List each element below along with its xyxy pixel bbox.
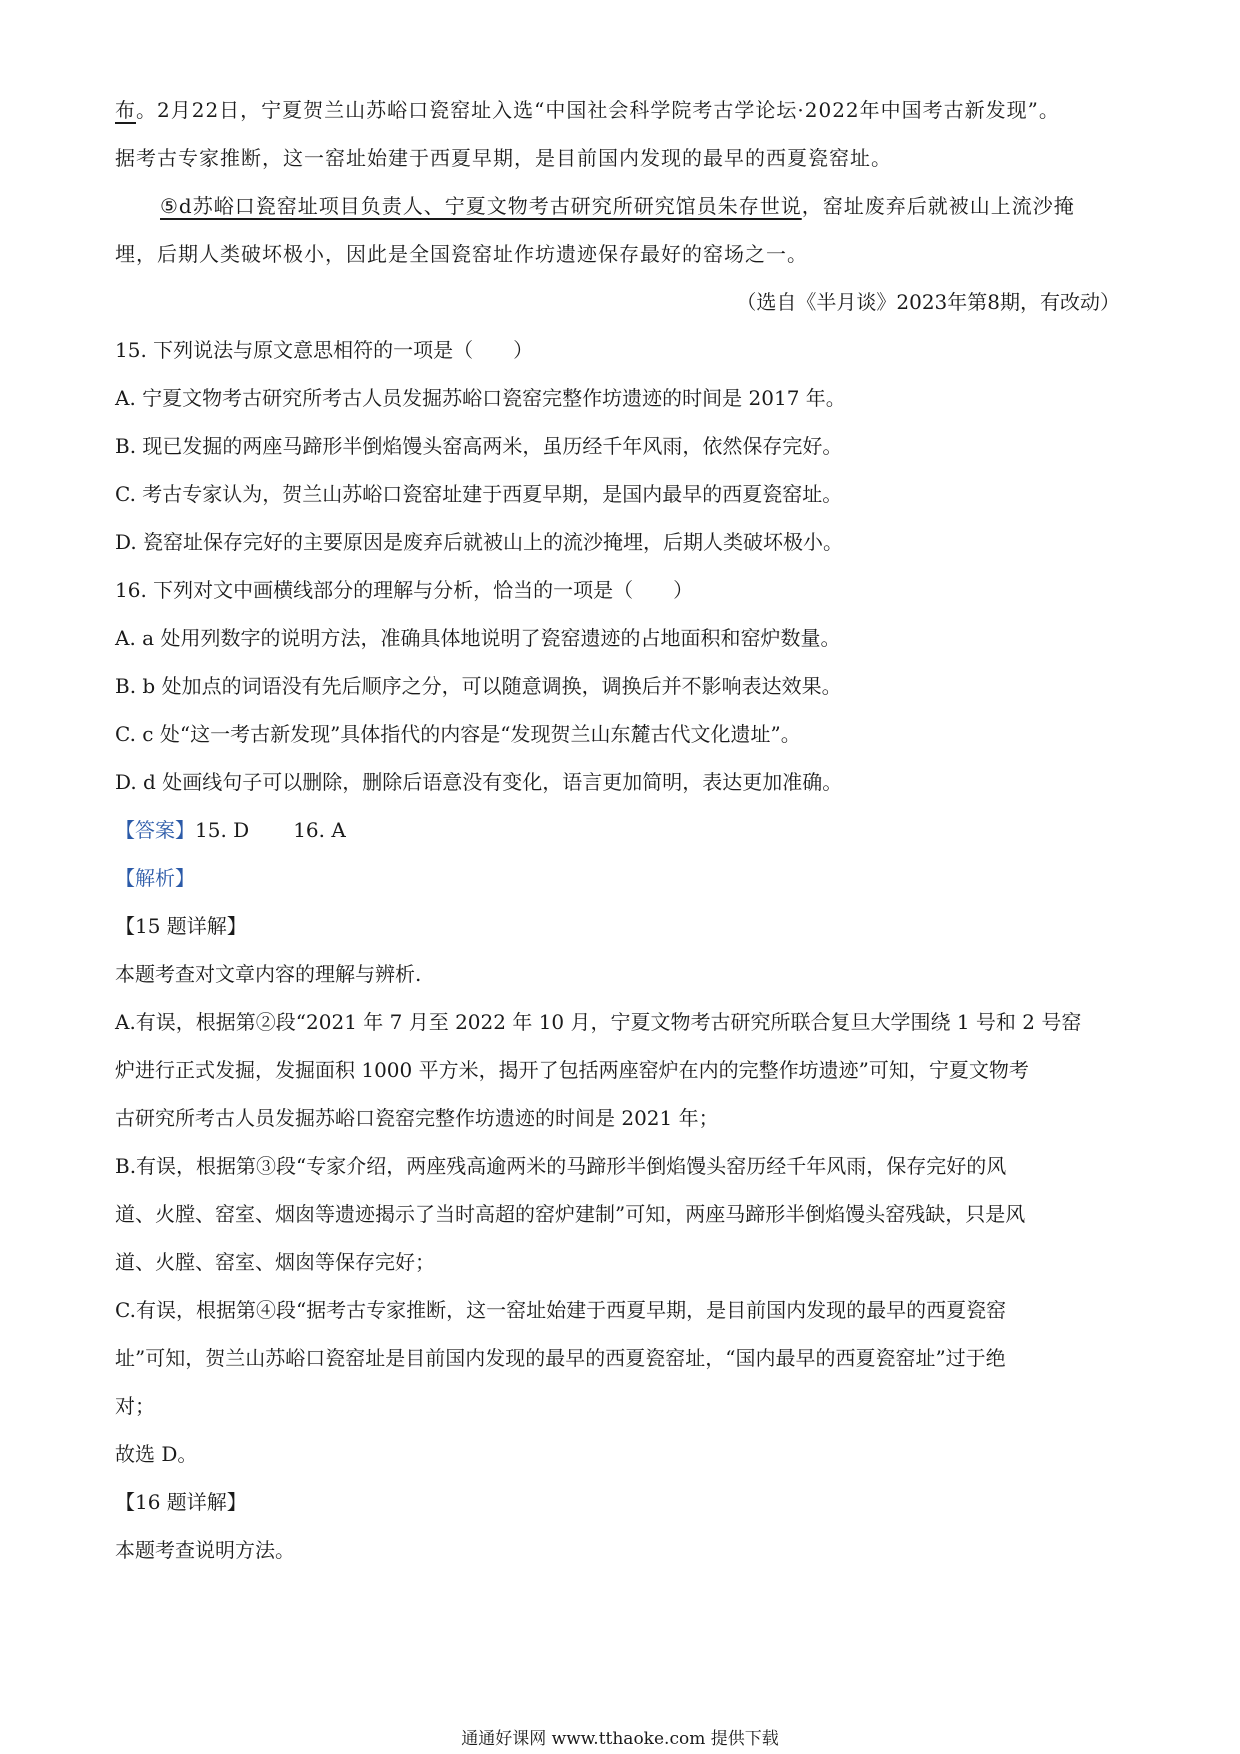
- passage-source: （选自《半月谈》2023年第8期，有改动）: [736, 290, 1120, 314]
- question-16-option-c: C. c 处“这一考古新发现”具体指代的内容是“发现贺兰山东麓古代文化遗址”。: [115, 722, 801, 746]
- answer-16: 16. A: [293, 818, 346, 842]
- answer-line: [115, 816, 346, 844]
- page-footer: 通通好课网 www.tthaoke.com 提供下载: [461, 1729, 779, 1749]
- question-15-option-d: D. 瓷窑址保存完好的主要原因是废弃后就被山上的流沙掩埋，后期人类破坏极小。: [115, 530, 844, 554]
- analysis-label: 【解析】: [115, 866, 195, 890]
- underlined-text: 布: [115, 98, 136, 122]
- question-16-option-b: B. b 处加点的词语没有先后顺序之分，可以随意调换，调换后并不影响表达效果。: [115, 674, 842, 698]
- passage-text: ，窑址废弃后就被山上流沙掩: [801, 194, 1075, 218]
- question-15-option-b: B. 现已发掘的两座马蹄形半倒焰馒头窑高两米，虽历经千年风雨，依然保存完好。: [115, 434, 843, 458]
- q15-analysis-c-line: 址”可知，贺兰山苏峪口瓷窑址是目前国内发现的最早的西夏瓷窑址，“国内最早的西夏瓷窑址”过于绝: [115, 1346, 1006, 1370]
- passage-line: 埋，后期人类破坏极小，因此是全国瓷窑址作坊遗迹保存最好的窑场之一。: [115, 242, 808, 266]
- q15-analysis-b-line: B.有误，根据第③段“专家介绍，两座残高逾两米的马蹄形半倒焰馒头窑历经千年风雨，保存完好的风: [115, 1154, 1007, 1178]
- q15-intro: 本题考查对文章内容的理解与辨析.: [115, 962, 422, 986]
- q15-analysis-b-line: 道、火膛、窑室、烟囱等保存完好；: [115, 1250, 435, 1274]
- question-15-stem: 15. 下列说法与原文意思相符的一项是（ ）: [115, 338, 534, 362]
- question-15-option-a: A. 宁夏文物考古研究所考古人员发掘苏峪口瓷窑完整作坊遗迹的时间是 2017 年。: [115, 386, 846, 410]
- q15-detail-title: 【15 题详解】: [115, 914, 247, 938]
- passage-text: 。2月22日，宁夏贺兰山苏峪口瓷窑址入选“中国社会科学院考古学论坛·2022年中国考古新发现”。: [136, 98, 1060, 122]
- q15-analysis-a-line: 古研究所考古人员发掘苏峪口瓷窑完整作坊遗迹的时间是 2021 年；: [115, 1106, 719, 1130]
- q15-analysis-a-line: 炉进行正式发掘，发掘面积 1000 平方米，揭开了包括两座窑炉在内的完整作坊遗迹”可知，宁夏文物考: [115, 1058, 1029, 1082]
- passage-line: [115, 96, 1060, 124]
- q15-analysis-c-line: C.有误，根据第④段“据考古专家推断，这一窑址始建于西夏早期，是目前国内发现的最早的西夏瓷窑: [115, 1298, 1007, 1322]
- q16-detail-title: 【16 题详解】: [115, 1490, 247, 1514]
- answer-15: 15. D: [195, 818, 250, 842]
- q15-analysis-b-line: 道、火膛、窑室、烟囱等遗迹揭示了当时高超的窑炉建制”可知，两座马蹄形半倒焰馒头窑残缺，只是风: [115, 1202, 1026, 1226]
- answer-label: 【答案】: [115, 818, 195, 842]
- q16-intro: 本题考查说明方法。: [115, 1538, 295, 1562]
- q15-conclusion: 故选 D。: [115, 1442, 198, 1466]
- underlined-sentence-d: ⑤d苏峪口瓷窑址项目负责人、宁夏文物考古研究所研究馆员朱存世说: [160, 194, 802, 218]
- question-16-option-a: A. a 处用列数字的说明方法，准确具体地说明了瓷窑遗迹的占地面积和窑炉数量。: [115, 626, 841, 650]
- passage-line: 据考古专家推断，这一窑址始建于西夏早期，是目前国内发现的最早的西夏瓷窑址。: [115, 146, 892, 170]
- passage-line: [160, 192, 1075, 220]
- question-16-stem: 16. 下列对文中画横线部分的理解与分析，恰当的一项是（ ）: [115, 578, 694, 602]
- q15-analysis-c-line: 对；: [115, 1394, 155, 1418]
- question-15-option-c: C. 考古专家认为，贺兰山苏峪口瓷窑址建于西夏早期，是国内最早的西夏瓷窑址。: [115, 482, 843, 506]
- q15-analysis-a-line: A.有误，根据第②段“2021 年 7 月至 2022 年 10 月，宁夏文物考古研究所联合复旦大学围绕 1 号和 2 号窑: [115, 1010, 1082, 1034]
- question-16-option-d: D. d 处画线句子可以删除，删除后语意没有变化，语言更加简明，表达更加准确。: [115, 770, 843, 794]
